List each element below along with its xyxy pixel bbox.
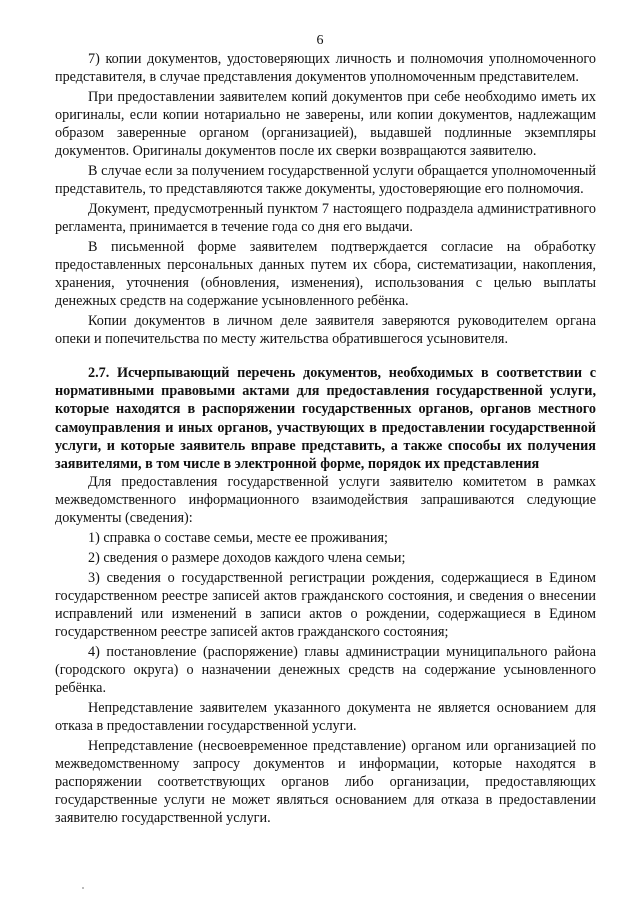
paragraph: Непредставление заявителем указанного документа не является основанием для отказа в предоставлении государственной услуги.	[55, 700, 596, 735]
document-body	[55, 50, 596, 829]
scan-speck	[82, 887, 84, 889]
list-item: 1) справка о составе семьи, месте ее проживания;	[88, 530, 388, 547]
list-item: 4) постановление (распоряжение) главы администрации муниципального района (городского округа) о назначении денежных средств на содержание усыновленного ребёнка.	[55, 644, 596, 697]
paragraph: Документ, предусмотренный пунктом 7 настоящего подраздела административного регламента, принимается в течение года со дня его выдачи.	[55, 201, 596, 235]
paragraph: Непредставление (несвоевременное представление) органом или организацией по межведомственному запросу документов и информации, которые находятся в распоряжении соответствующих органов либо организации, предоставляющих государственные услуги не может являться основанием для отказа в предоставлении заявителю государственной услуги.	[55, 738, 596, 827]
list-item: 3) сведения о государственной регистрации рождения, содержащиеся в Едином государственном реестре записей актов гражданского состояния, и сведения о внесении исправлений или изменений в записи актов о рождении, содержащиеся в Едином государственном реестре записей актов гражданского состояния;	[55, 570, 596, 641]
paragraph: В письменной форме заявителем подтверждается согласие на обработку предоставленных персональных данных путем их сбора, систематизации, накопления, хранения, уточнения (обновления, изменения), использования с целью выплаты денежных средств на содержание усыновленного ребёнка.	[55, 239, 596, 309]
paragraph: Копии документов в личном деле заявителя заверяются руководителем органа опеки и попечительства по месту жительства обратившегося усыновителя.	[55, 313, 596, 347]
section-spacer	[55, 350, 596, 364]
paragraph: В случае если за получением государственной услуги обращается уполномоченный представитель, то представляются также документы, удостоверяющие его полномочия.	[55, 163, 596, 197]
paragraph: При предоставлении заявителем копий документов при себе необходимо иметь их оригиналы, если копии нотариально не заверены, или копии документов, надлежащим образом заверенные органом (организацией), выдавшей подлинные экземпляры документов. Оригиналы документов после их сверки возвращаются заявителю.	[55, 89, 596, 159]
section-heading: 2.7. Исчерпывающий перечень документов, необходимых в соответствии с нормативными правовыми актами для предоставления государственной услуги, которые находятся в распоряжении государственных органов, органов местного самоуправления и иных органов, участвующих в предоставлении государственной услуги, и которые заявитель вправе представить, а также способы их получения заявителями, в том числе в электронной форме, порядок их представления	[55, 365, 596, 473]
paragraph: 7) копии документов, удостоверяющих личность и полномочия уполномоченного представителя, в случае представления документов уполномоченным представителем.	[55, 51, 596, 85]
paragraph: Для предоставления государственной услуги заявителю комитетом в рамках межведомственного информационного взаимодействия запрашиваются следующие документы (сведения):	[55, 474, 596, 527]
page-number: 6	[316, 33, 324, 48]
list-item: 2) сведения о размере доходов каждого члена семьи;	[88, 550, 406, 567]
